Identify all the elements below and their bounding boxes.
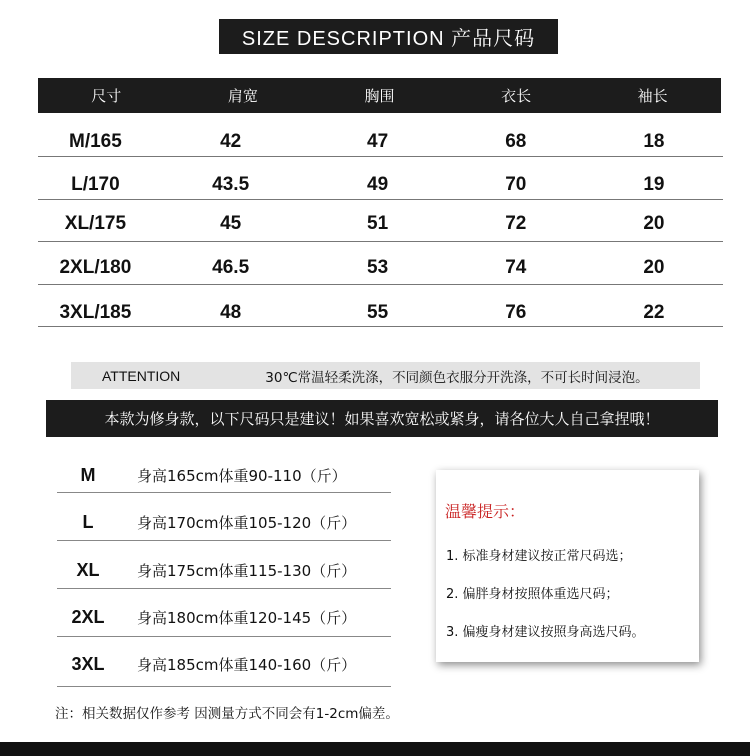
cell-length: 68 — [505, 130, 527, 152]
cell-length: 74 — [505, 256, 527, 278]
row-divider — [38, 156, 723, 157]
cell-chest: 49 — [367, 173, 389, 195]
row-divider — [57, 492, 391, 493]
cell-shoulder: 42 — [220, 130, 242, 152]
table-row — [38, 291, 723, 334]
row-divider — [38, 199, 723, 200]
guide-description: 身高180cm体重120-145（斤） — [137, 608, 357, 627]
attention-text: 30℃常温轻柔洗涤，不同颜色衣服分开洗涤，不可长时间浸泡。 — [265, 369, 649, 386]
cell-chest: 51 — [367, 212, 389, 234]
guide-size: L — [82, 511, 94, 532]
measurement-footnote: 注：相关数据仅作参考 因测量方式不同会有1-2cm偏差。 — [55, 706, 399, 722]
cell-length: 72 — [505, 212, 527, 234]
page-title: SIZE DESCRIPTION 产品尺码 — [219, 19, 558, 54]
bottom-bar — [0, 742, 750, 756]
guide-description: 身高170cm体重105-120（斤） — [137, 513, 357, 532]
table-row — [38, 202, 723, 245]
row-divider — [57, 686, 391, 687]
cell-sleeve: 19 — [643, 173, 665, 195]
cell-size: L/170 — [71, 173, 120, 195]
cell-length: 70 — [505, 173, 527, 195]
row-divider — [57, 588, 391, 589]
tip-item: 2. 偏胖身材按照体重选尺码； — [446, 587, 619, 602]
cell-sleeve: 18 — [643, 130, 665, 152]
tips-card — [436, 470, 699, 662]
row-divider — [38, 241, 723, 242]
cell-sleeve: 22 — [643, 301, 665, 323]
size-guide-row — [57, 594, 391, 640]
attention-label: ATTENTION — [102, 367, 181, 384]
cell-length: 76 — [505, 301, 527, 323]
guide-size: 3XL — [71, 653, 105, 674]
guide-size: XL — [76, 559, 100, 580]
cell-shoulder: 45 — [220, 212, 242, 234]
tip-item: 1. 标准身材建议按正常尺码选； — [446, 549, 632, 564]
size-guide-row — [57, 641, 391, 687]
cell-size: 2XL/180 — [59, 256, 132, 278]
size-table-header — [38, 78, 721, 113]
header-length: 衣长 — [501, 87, 532, 105]
row-divider — [38, 284, 723, 285]
tips-title: 温馨提示： — [445, 502, 526, 521]
cell-chest: 47 — [367, 130, 389, 152]
cell-chest: 55 — [367, 301, 389, 323]
cell-size: M/165 — [69, 130, 122, 152]
cell-shoulder: 43.5 — [212, 173, 250, 195]
size-guide-row — [57, 499, 391, 545]
cell-sleeve: 20 — [643, 212, 665, 234]
header-size: 尺寸 — [91, 87, 122, 105]
header-chest: 胸围 — [364, 87, 395, 105]
guide-size: M — [80, 464, 96, 485]
header-sleeve: 袖长 — [637, 87, 668, 105]
cell-chest: 53 — [367, 256, 389, 278]
guide-description: 身高185cm体重140-160（斤） — [137, 655, 357, 674]
table-row — [38, 246, 723, 289]
row-divider — [57, 636, 391, 637]
row-divider — [38, 326, 723, 327]
row-divider — [57, 540, 391, 541]
fit-notice-banner: 本款为修身款，以下尺码只是建议！如果喜欢宽松或紧身，请各位大人自己拿捏哦！ — [46, 400, 718, 437]
cell-size: 3XL/185 — [59, 301, 132, 323]
guide-size: 2XL — [71, 606, 105, 627]
header-shoulder: 肩宽 — [227, 87, 258, 105]
guide-description: 身高165cm体重90-110（斤） — [137, 466, 347, 485]
cell-size: XL/175 — [64, 212, 127, 234]
tip-item: 3. 偏瘦身材建议按照身高选尺码。 — [446, 625, 645, 640]
care-attention-bar — [71, 362, 700, 389]
cell-shoulder: 48 — [220, 301, 242, 323]
guide-description: 身高175cm体重115-130（斤） — [137, 561, 357, 580]
cell-shoulder: 46.5 — [212, 256, 250, 278]
size-guide-row — [57, 547, 391, 593]
cell-sleeve: 20 — [643, 256, 665, 278]
